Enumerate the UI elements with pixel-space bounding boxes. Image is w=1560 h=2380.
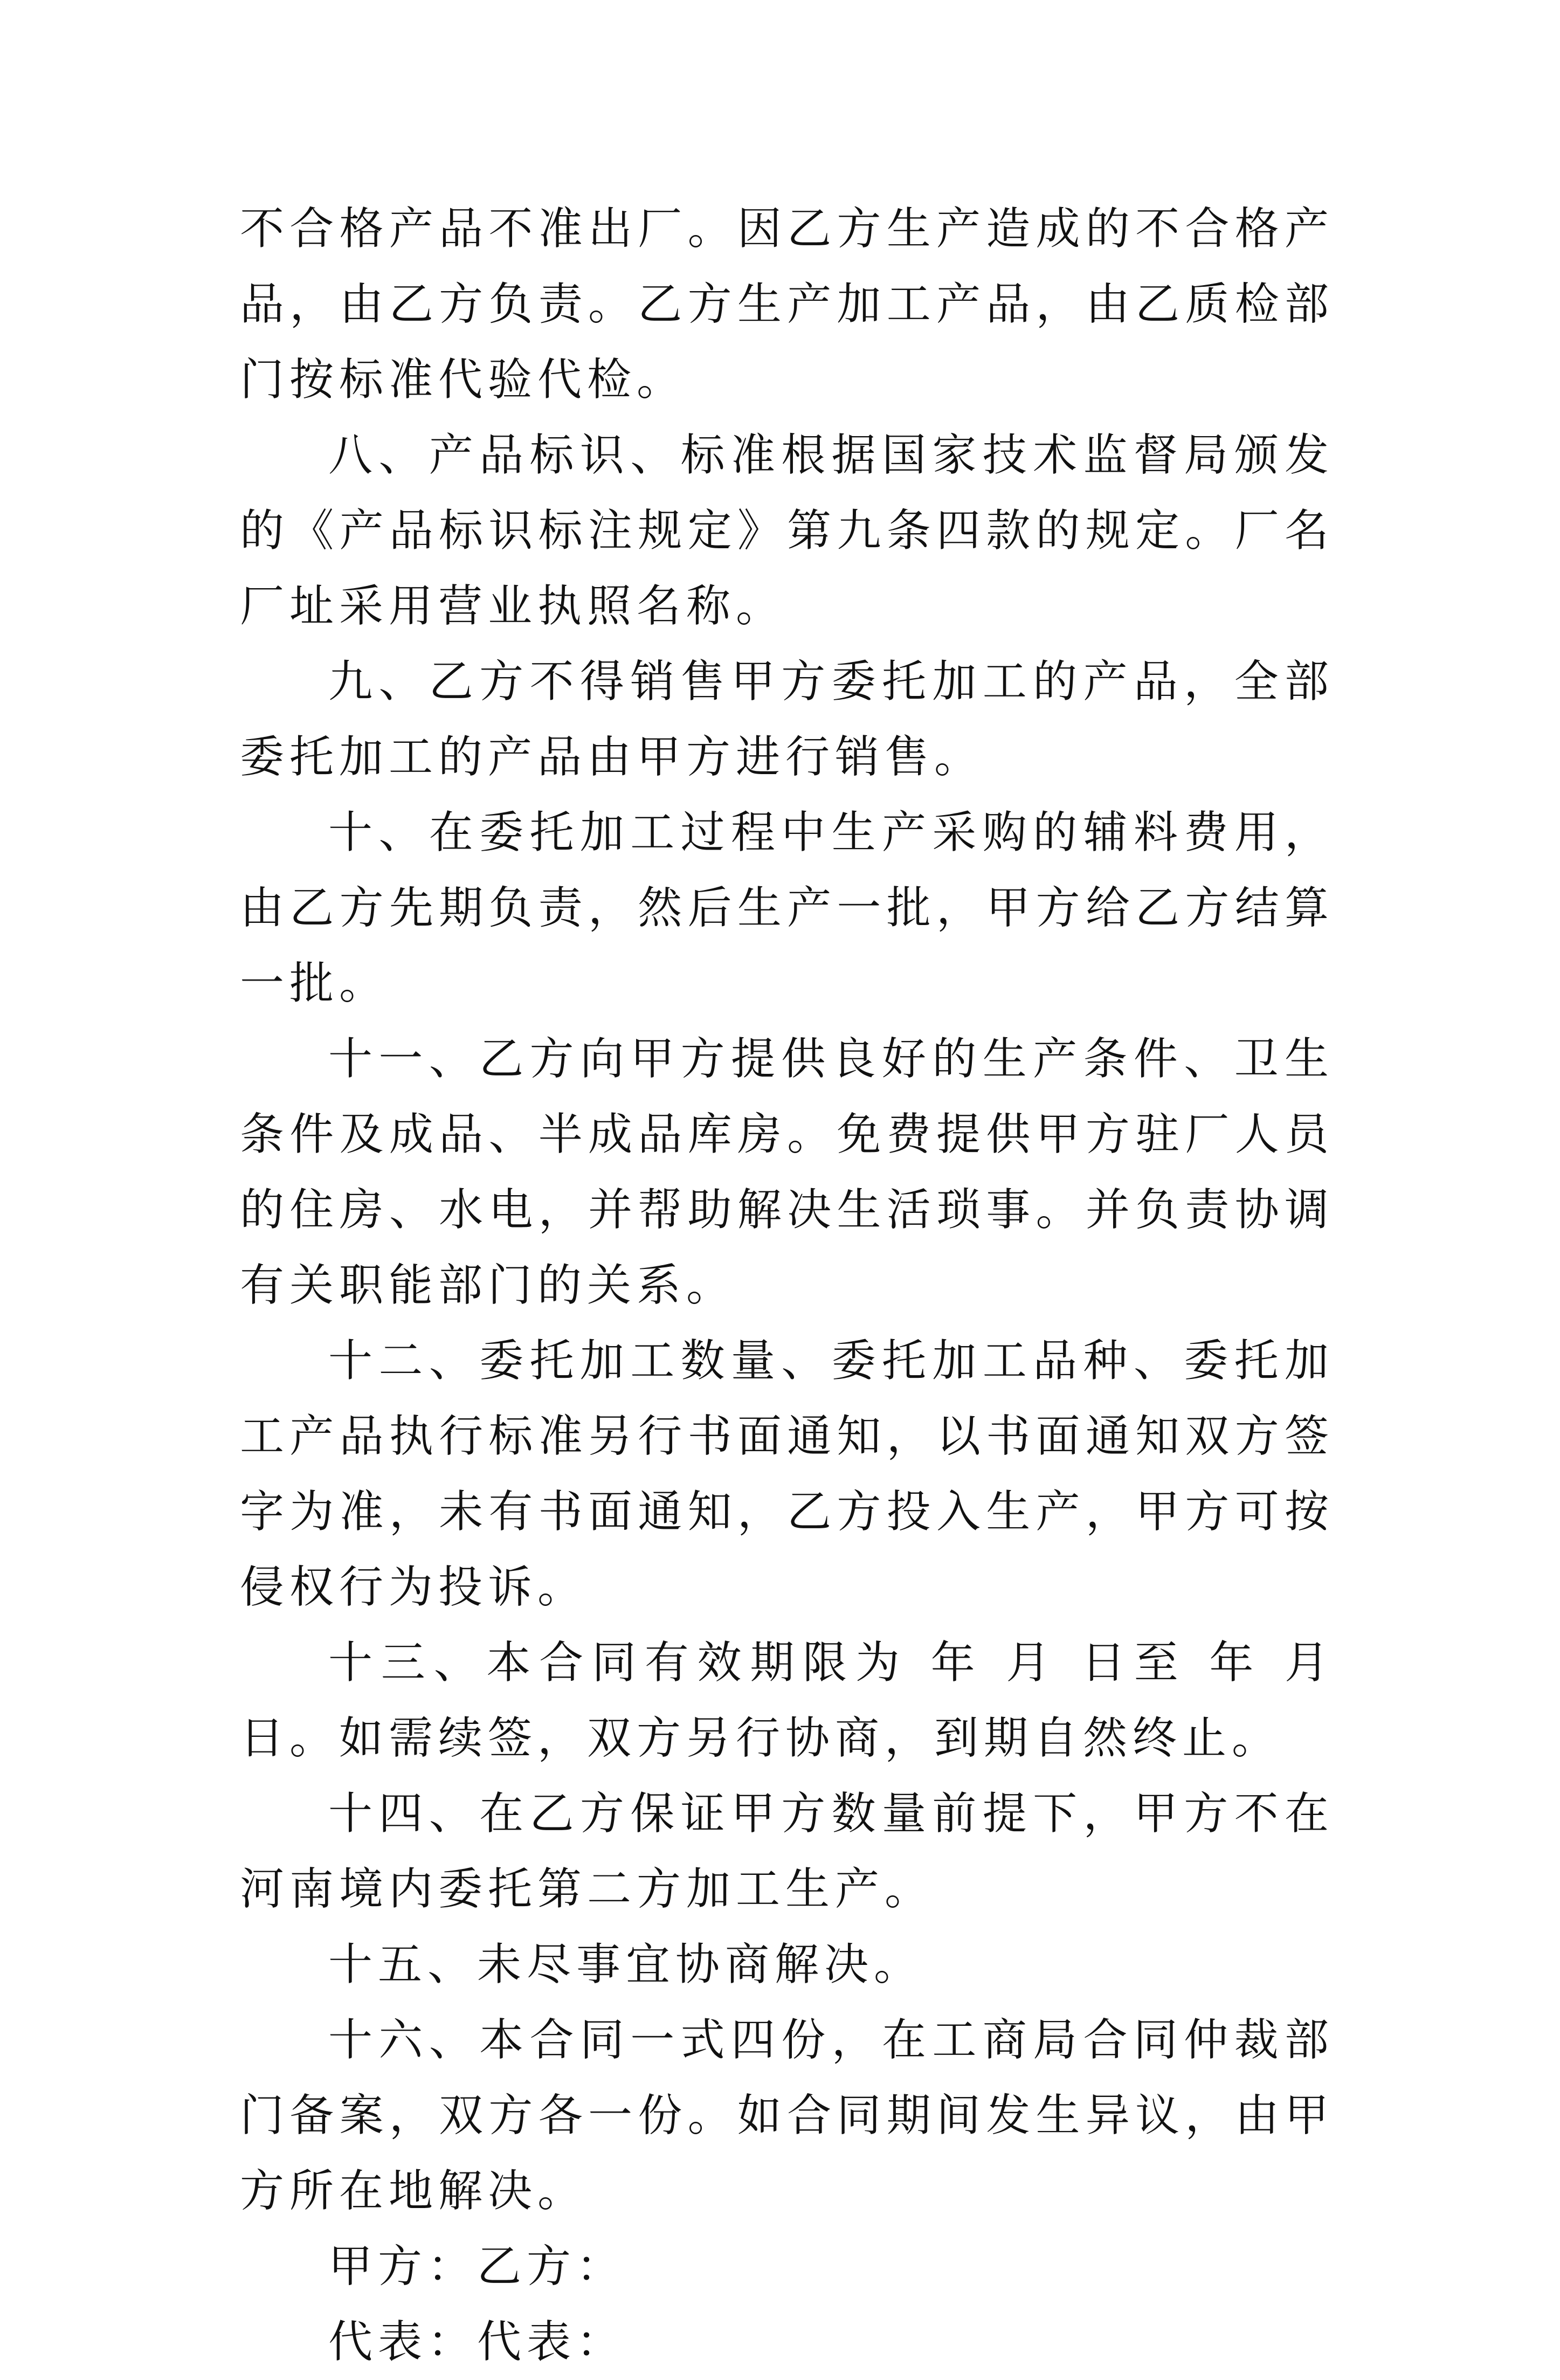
paragraph-continuation: 不合格产品不准出厂。因乙方生产造成的不合格产品，由乙方负责。乙方生产加工产品，由乙质检部门按标准代验代检。 [240, 203, 1334, 405]
contract-body [240, 191, 1334, 2380]
clause-10: 十、在委托加工过程中生产采购的辅料费用，由乙方先期负责，然后生产一批，甲方给乙方结算一批。 [240, 807, 1334, 1009]
clause-11: 十一、乙方向甲方提供良好的生产条件、卫生条件及成品、半成品库房。免费提供甲方驻厂人员的住房、水电，并帮助解决生活琐事。并负责协调有关职能部门的关系。 [240, 1033, 1334, 1311]
signature-representatives: 代表：代表： [328, 2316, 626, 2368]
clause-13: 十三、本合同有效期限为 年 月 日至 年 月 日。如需续签，双方另行协商，到期自然终止。 [240, 1637, 1334, 1764]
clause-14: 十四、在乙方保证甲方数量前提下，甲方不在河南境内委托第二方加工生产。 [240, 1788, 1334, 1915]
clause-16: 十六、本合同一式四份，在工商局合同仲裁部门备案，双方各一份。如合同期间发生异议，由甲方所在地解决。 [240, 2015, 1334, 2217]
clause-9: 九、乙方不得销售甲方委托加工的产品，全部委托加工的产品由甲方进行销售。 [240, 656, 1334, 783]
clause-12: 十二、委托加工数量、委托加工品种、委托加工产品执行标准另行书面通知，以书面通知双方签字为准，未有书面通知，乙方投入生产，甲方可按侵权行为投诉。 [240, 1335, 1334, 1613]
clause-15: 十五、未尽事宜协商解决。 [328, 1939, 924, 1990]
clause-8: 八、产品标识、标准根据国家技术监督局颁发的《产品标识标注规定》第九条四款的规定。厂名厂址采用营业执照名称。 [240, 430, 1334, 632]
signature-parties: 甲方：乙方： [328, 2241, 626, 2292]
